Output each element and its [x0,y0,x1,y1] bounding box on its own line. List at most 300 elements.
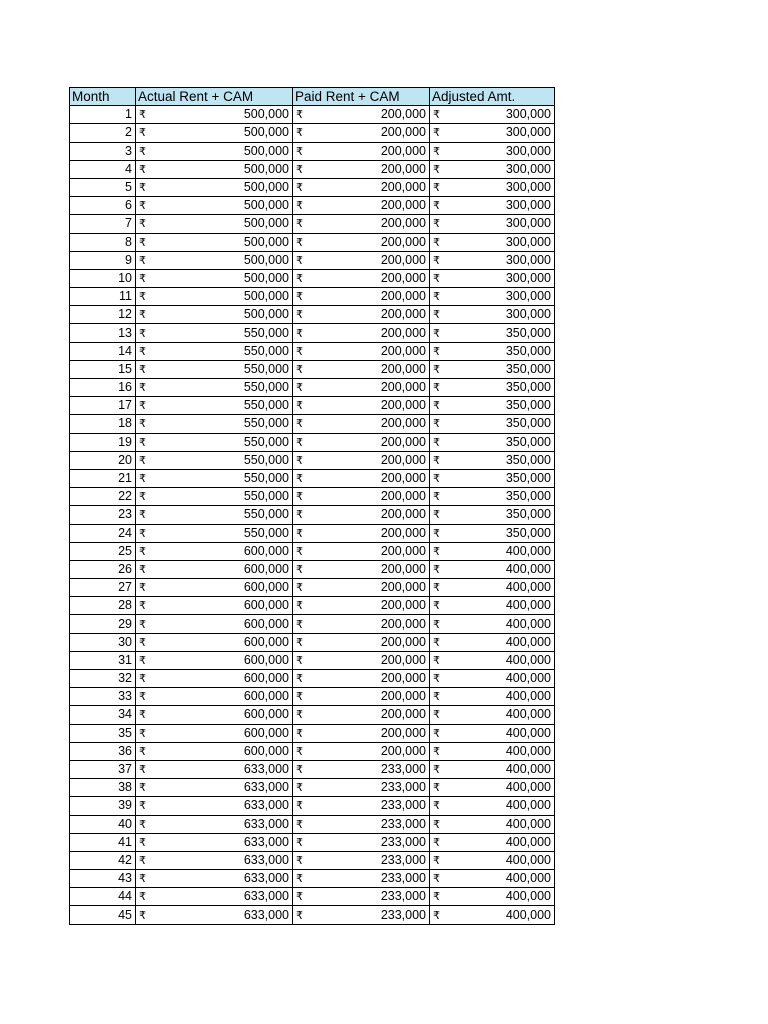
table-row [70,451,555,469]
amount-value: 300,000 [505,107,551,122]
cell-adjusted-amount[interactable] [430,306,555,324]
cell-adjusted-amount[interactable] [430,688,555,706]
cell-month[interactable]: 31 [70,651,136,669]
cell-actual-rent-cam[interactable] [136,542,293,560]
cell-adjusted-amount[interactable] [430,488,555,506]
cell-actual-rent-cam[interactable] [136,178,293,196]
cell-actual-rent-cam[interactable] [136,615,293,633]
cell-adjusted-amount[interactable] [430,597,555,615]
cell-paid-rent-cam[interactable] [293,415,430,433]
cell-actual-rent-cam[interactable] [136,560,293,578]
rupee-symbol: ₹ [296,781,303,795]
cell-paid-rent-cam[interactable] [293,324,430,342]
rupee-symbol: ₹ [433,708,440,722]
rupee-symbol: ₹ [296,853,303,867]
cell-paid-rent-cam[interactable] [293,488,430,506]
cell-month[interactable]: 12 [70,306,136,324]
table-row [70,251,555,269]
cell-paid-rent-cam[interactable] [293,433,430,451]
cell-adjusted-amount[interactable] [430,342,555,360]
cell-actual-rent-cam[interactable] [136,760,293,778]
rupee-symbol: ₹ [433,781,440,795]
cell-actual-rent-cam[interactable] [136,742,293,760]
table-row [70,760,555,778]
rupee-symbol: ₹ [296,435,303,449]
cell-paid-rent-cam[interactable] [293,688,430,706]
cell-paid-rent-cam[interactable] [293,560,430,578]
cell-adjusted-amount[interactable] [430,615,555,633]
amount-value: 500,000 [243,216,289,231]
amount-value: 200,000 [380,507,426,522]
cell-adjusted-amount[interactable] [430,142,555,160]
cell-paid-rent-cam[interactable] [293,397,430,415]
cell-adjusted-amount[interactable] [430,579,555,597]
cell-actual-rent-cam[interactable] [136,397,293,415]
cell-paid-rent-cam[interactable] [293,651,430,669]
table-row [70,797,555,815]
cell-adjusted-amount[interactable] [430,742,555,760]
cell-paid-rent-cam[interactable] [293,706,430,724]
rupee-symbol: ₹ [139,199,146,213]
cell-paid-rent-cam[interactable] [293,197,430,215]
amount-value: 400,000 [505,725,551,740]
cell-paid-rent-cam[interactable] [293,142,430,160]
cell-month[interactable]: 16 [70,379,136,397]
cell-actual-rent-cam[interactable] [136,524,293,542]
cell-paid-rent-cam[interactable] [293,815,430,833]
cell-paid-rent-cam[interactable] [293,542,430,560]
cell-paid-rent-cam[interactable] [293,888,430,906]
cell-adjusted-amount[interactable] [430,124,555,142]
amount-value: 550,000 [243,416,289,431]
cell-actual-rent-cam[interactable] [136,779,293,797]
rupee-symbol: ₹ [296,763,303,777]
cell-paid-rent-cam[interactable] [293,779,430,797]
rupee-symbol: ₹ [139,399,146,413]
cell-month[interactable]: 33 [70,688,136,706]
cell-month[interactable]: 3 [70,142,136,160]
cell-month[interactable]: 32 [70,670,136,688]
cell-adjusted-amount[interactable] [430,178,555,196]
amount-value: 200,000 [380,616,426,631]
amount-value: 233,000 [380,852,426,867]
cell-paid-rent-cam[interactable] [293,670,430,688]
amount-value: 633,000 [243,816,289,831]
rupee-symbol: ₹ [139,872,146,886]
cell-actual-rent-cam[interactable] [136,379,293,397]
cell-adjusted-amount[interactable] [430,542,555,560]
amount-value: 550,000 [243,380,289,395]
amount-value: 200,000 [380,198,426,213]
rupee-symbol: ₹ [296,672,303,686]
cell-month[interactable]: 13 [70,324,136,342]
rupee-symbol: ₹ [433,253,440,267]
amount-value: 200,000 [380,307,426,322]
cell-paid-rent-cam[interactable] [293,615,430,633]
rupee-symbol: ₹ [433,908,440,922]
cell-month[interactable]: 36 [70,742,136,760]
rupee-symbol: ₹ [296,290,303,304]
cell-actual-rent-cam[interactable] [136,469,293,487]
amount-value: 400,000 [505,652,551,667]
amount-value: 200,000 [380,471,426,486]
cell-month[interactable]: 25 [70,542,136,560]
rupee-symbol: ₹ [296,562,303,576]
cell-actual-rent-cam[interactable] [136,324,293,342]
cell-adjusted-amount[interactable] [430,797,555,815]
cell-actual-rent-cam[interactable] [136,415,293,433]
cell-actual-rent-cam[interactable] [136,688,293,706]
cell-adjusted-amount[interactable] [430,233,555,251]
cell-adjusted-amount[interactable] [430,451,555,469]
cell-adjusted-amount[interactable] [430,851,555,869]
amount-value: 350,000 [505,361,551,376]
cell-paid-rent-cam[interactable] [293,597,430,615]
cell-actual-rent-cam[interactable] [136,251,293,269]
rupee-symbol: ₹ [139,490,146,504]
amount-value: 300,000 [505,180,551,195]
amount-value: 200,000 [380,652,426,667]
cell-month[interactable]: 38 [70,779,136,797]
amount-value: 400,000 [505,616,551,631]
rupee-symbol: ₹ [139,853,146,867]
cell-month[interactable]: 18 [70,415,136,433]
cell-month[interactable]: 39 [70,797,136,815]
cell-actual-rent-cam[interactable] [136,906,293,924]
cell-adjusted-amount[interactable] [430,888,555,906]
cell-actual-rent-cam[interactable] [136,870,293,888]
rupee-symbol: ₹ [296,253,303,267]
cell-month[interactable]: 28 [70,597,136,615]
amount-value: 200,000 [380,252,426,267]
amount-value: 400,000 [505,689,551,704]
cell-adjusted-amount[interactable] [430,397,555,415]
rupee-symbol: ₹ [433,326,440,340]
cell-adjusted-amount[interactable] [430,760,555,778]
cell-paid-rent-cam[interactable] [293,360,430,378]
amount-value: 500,000 [243,252,289,267]
header-adjusted-amount[interactable]: Adjusted Amt. [430,88,555,106]
cell-actual-rent-cam[interactable] [136,142,293,160]
cell-adjusted-amount[interactable] [430,524,555,542]
cell-month[interactable]: 34 [70,706,136,724]
cell-adjusted-amount[interactable] [430,106,555,124]
amount-value: 200,000 [380,452,426,467]
rent-adjustment-table [69,87,555,925]
rupee-symbol: ₹ [296,235,303,249]
cell-paid-rent-cam[interactable] [293,851,430,869]
rupee-symbol: ₹ [296,617,303,631]
amount-value: 600,000 [243,598,289,613]
cell-month[interactable]: 19 [70,433,136,451]
amount-value: 200,000 [380,671,426,686]
header-month[interactable]: Month [70,88,136,106]
cell-adjusted-amount[interactable] [430,870,555,888]
cell-actual-rent-cam[interactable] [136,797,293,815]
cell-actual-rent-cam[interactable] [136,488,293,506]
cell-paid-rent-cam[interactable] [293,251,430,269]
rupee-symbol: ₹ [296,308,303,322]
header-paid-rent-cam[interactable]: Paid Rent + CAM [293,88,430,106]
cell-paid-rent-cam[interactable] [293,288,430,306]
amount-value: 500,000 [243,270,289,285]
rupee-symbol: ₹ [433,672,440,686]
cell-actual-rent-cam[interactable] [136,451,293,469]
rupee-symbol: ₹ [296,126,303,140]
amount-value: 600,000 [243,616,289,631]
cell-month[interactable]: 15 [70,360,136,378]
cell-adjusted-amount[interactable] [430,288,555,306]
amount-value: 233,000 [380,798,426,813]
rupee-symbol: ₹ [139,781,146,795]
cell-actual-rent-cam[interactable] [136,288,293,306]
cell-paid-rent-cam[interactable] [293,906,430,924]
cell-actual-rent-cam[interactable] [136,706,293,724]
cell-actual-rent-cam[interactable] [136,888,293,906]
cell-month[interactable]: 4 [70,160,136,178]
amount-value: 200,000 [380,361,426,376]
cell-month[interactable]: 10 [70,269,136,287]
cell-month[interactable]: 23 [70,506,136,524]
table-row [70,360,555,378]
cell-month[interactable]: 43 [70,870,136,888]
table-row [70,579,555,597]
cell-month[interactable]: 44 [70,888,136,906]
header-row [70,88,555,106]
rupee-symbol: ₹ [433,817,440,831]
cell-actual-rent-cam[interactable] [136,833,293,851]
amount-value: 300,000 [505,270,551,285]
cell-adjusted-amount[interactable] [430,197,555,215]
rupee-symbol: ₹ [296,108,303,122]
cell-actual-rent-cam[interactable] [136,124,293,142]
cell-paid-rent-cam[interactable] [293,506,430,524]
table-row [70,888,555,906]
amount-value: 550,000 [243,343,289,358]
table-row [70,106,555,124]
table-row [70,906,555,924]
cell-actual-rent-cam[interactable] [136,306,293,324]
rupee-symbol: ₹ [433,144,440,158]
cell-adjusted-amount[interactable] [430,433,555,451]
cell-month[interactable]: 26 [70,560,136,578]
cell-month[interactable]: 5 [70,178,136,196]
cell-adjusted-amount[interactable] [430,815,555,833]
cell-adjusted-amount[interactable] [430,706,555,724]
rupee-symbol: ₹ [139,799,146,813]
rupee-symbol: ₹ [296,453,303,467]
rupee-symbol: ₹ [433,162,440,176]
amount-value: 400,000 [505,816,551,831]
amount-value: 600,000 [243,543,289,558]
cell-paid-rent-cam[interactable] [293,524,430,542]
rupee-symbol: ₹ [139,271,146,285]
table-row [70,524,555,542]
cell-paid-rent-cam[interactable] [293,379,430,397]
amount-value: 200,000 [380,725,426,740]
rupee-symbol: ₹ [139,562,146,576]
header-actual-rent-cam[interactable]: Actual Rent + CAM [136,88,293,106]
table-body [70,106,555,924]
cell-month[interactable]: 42 [70,851,136,869]
cell-paid-rent-cam[interactable] [293,306,430,324]
amount-value: 350,000 [505,471,551,486]
cell-adjusted-amount[interactable] [430,379,555,397]
amount-value: 300,000 [505,216,551,231]
cell-month[interactable]: 27 [70,579,136,597]
cell-actual-rent-cam[interactable] [136,851,293,869]
cell-actual-rent-cam[interactable] [136,579,293,597]
cell-adjusted-amount[interactable] [430,360,555,378]
cell-month[interactable]: 14 [70,342,136,360]
cell-adjusted-amount[interactable] [430,560,555,578]
cell-month[interactable]: 11 [70,288,136,306]
cell-month[interactable]: 40 [70,815,136,833]
rupee-symbol: ₹ [296,890,303,904]
cell-paid-rent-cam[interactable] [293,760,430,778]
amount-value: 400,000 [505,780,551,795]
amount-value: 550,000 [243,525,289,540]
cell-actual-rent-cam[interactable] [136,597,293,615]
cell-adjusted-amount[interactable] [430,269,555,287]
cell-month[interactable]: 1 [70,106,136,124]
cell-paid-rent-cam[interactable] [293,106,430,124]
cell-adjusted-amount[interactable] [430,833,555,851]
cell-month[interactable]: 41 [70,833,136,851]
cell-paid-rent-cam[interactable] [293,342,430,360]
cell-paid-rent-cam[interactable] [293,469,430,487]
amount-value: 600,000 [243,671,289,686]
table-row [70,542,555,560]
cell-month[interactable]: 6 [70,197,136,215]
amount-value: 600,000 [243,561,289,576]
cell-adjusted-amount[interactable] [430,651,555,669]
rupee-symbol: ₹ [296,490,303,504]
cell-month[interactable]: 30 [70,633,136,651]
amount-value: 600,000 [243,725,289,740]
cell-adjusted-amount[interactable] [430,906,555,924]
cell-adjusted-amount[interactable] [430,633,555,651]
cell-month[interactable]: 20 [70,451,136,469]
cell-actual-rent-cam[interactable] [136,342,293,360]
cell-adjusted-amount[interactable] [430,469,555,487]
cell-paid-rent-cam[interactable] [293,833,430,851]
amount-value: 350,000 [505,434,551,449]
cell-paid-rent-cam[interactable] [293,269,430,287]
table-row [70,615,555,633]
cell-month[interactable]: 2 [70,124,136,142]
cell-actual-rent-cam[interactable] [136,269,293,287]
cell-actual-rent-cam[interactable] [136,360,293,378]
rupee-symbol: ₹ [433,199,440,213]
cell-month[interactable]: 22 [70,488,136,506]
cell-adjusted-amount[interactable] [430,779,555,797]
amount-value: 550,000 [243,361,289,376]
cell-month[interactable]: 37 [70,760,136,778]
cell-paid-rent-cam[interactable] [293,124,430,142]
rupee-symbol: ₹ [433,217,440,231]
cell-paid-rent-cam[interactable] [293,870,430,888]
rupee-symbol: ₹ [296,271,303,285]
cell-paid-rent-cam[interactable] [293,233,430,251]
cell-actual-rent-cam[interactable] [136,233,293,251]
cell-paid-rent-cam[interactable] [293,579,430,597]
rupee-symbol: ₹ [433,890,440,904]
amount-value: 350,000 [505,343,551,358]
cell-paid-rent-cam[interactable] [293,451,430,469]
rupee-symbol: ₹ [139,817,146,831]
cell-month[interactable]: 35 [70,724,136,742]
cell-adjusted-amount[interactable] [430,215,555,233]
cell-month[interactable]: 9 [70,251,136,269]
cell-actual-rent-cam[interactable] [136,815,293,833]
cell-paid-rent-cam[interactable] [293,178,430,196]
rupee-symbol: ₹ [433,581,440,595]
cell-paid-rent-cam[interactable] [293,797,430,815]
amount-value: 233,000 [380,834,426,849]
cell-adjusted-amount[interactable] [430,160,555,178]
cell-month[interactable]: 24 [70,524,136,542]
cell-paid-rent-cam[interactable] [293,633,430,651]
rupee-symbol: ₹ [296,653,303,667]
cell-adjusted-amount[interactable] [430,324,555,342]
rupee-symbol: ₹ [433,235,440,249]
rupee-symbol: ₹ [433,490,440,504]
amount-value: 400,000 [505,671,551,686]
cell-month[interactable]: 45 [70,906,136,924]
cell-month[interactable]: 17 [70,397,136,415]
cell-actual-rent-cam[interactable] [136,651,293,669]
cell-actual-rent-cam[interactable] [136,724,293,742]
amount-value: 633,000 [243,852,289,867]
rupee-symbol: ₹ [296,835,303,849]
cell-actual-rent-cam[interactable] [136,670,293,688]
rupee-symbol: ₹ [139,144,146,158]
cell-month[interactable]: 8 [70,233,136,251]
cell-adjusted-amount[interactable] [430,506,555,524]
amount-value: 350,000 [505,325,551,340]
table-row [70,597,555,615]
cell-actual-rent-cam[interactable] [136,633,293,651]
cell-adjusted-amount[interactable] [430,415,555,433]
cell-paid-rent-cam[interactable] [293,724,430,742]
cell-month[interactable]: 7 [70,215,136,233]
cell-paid-rent-cam[interactable] [293,742,430,760]
cell-actual-rent-cam[interactable] [136,106,293,124]
cell-adjusted-amount[interactable] [430,670,555,688]
cell-actual-rent-cam[interactable] [136,215,293,233]
cell-paid-rent-cam[interactable] [293,160,430,178]
amount-value: 633,000 [243,834,289,849]
cell-actual-rent-cam[interactable] [136,197,293,215]
cell-actual-rent-cam[interactable] [136,506,293,524]
cell-adjusted-amount[interactable] [430,251,555,269]
amount-value: 550,000 [243,398,289,413]
cell-month[interactable]: 29 [70,615,136,633]
cell-paid-rent-cam[interactable] [293,215,430,233]
rupee-symbol: ₹ [139,453,146,467]
rupee-symbol: ₹ [296,217,303,231]
cell-month[interactable]: 21 [70,469,136,487]
amount-value: 300,000 [505,289,551,304]
rupee-symbol: ₹ [296,144,303,158]
rupee-symbol: ₹ [139,326,146,340]
rupee-symbol: ₹ [296,362,303,376]
cell-adjusted-amount[interactable] [430,724,555,742]
cell-actual-rent-cam[interactable] [136,160,293,178]
rupee-symbol: ₹ [296,708,303,722]
cell-actual-rent-cam[interactable] [136,433,293,451]
